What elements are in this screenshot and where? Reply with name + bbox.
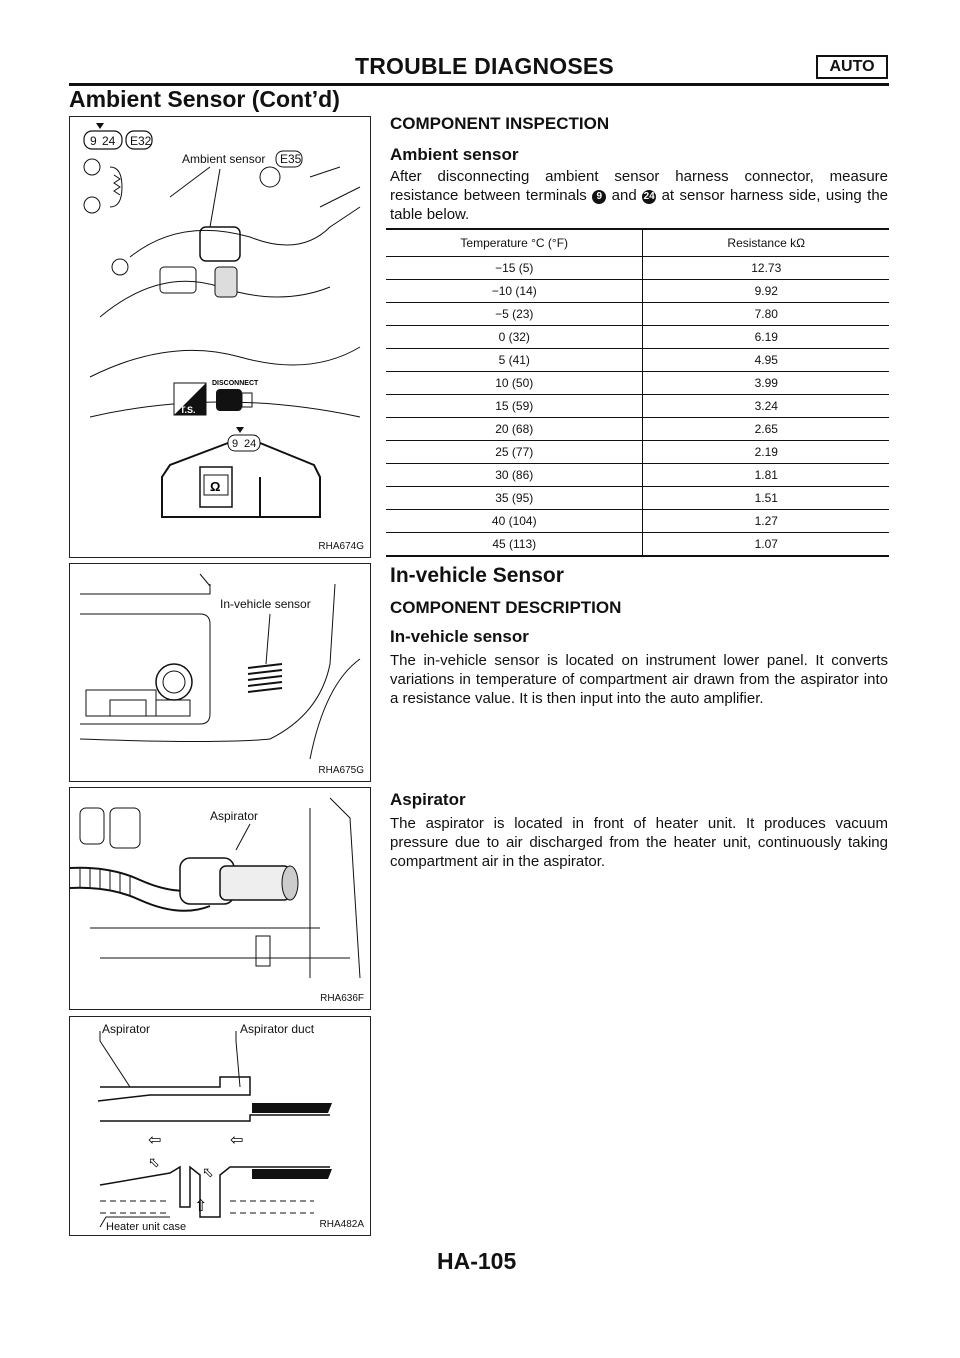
- terminal-24-label: 24: [102, 134, 116, 148]
- table-row: [386, 326, 889, 349]
- disconnect-icon: [216, 389, 242, 411]
- aspirator-label: Aspirator: [210, 809, 259, 823]
- svg-text:24: 24: [244, 438, 257, 450]
- resistance-cell: 1.51: [643, 487, 889, 510]
- temperature-cell: 45 (113): [386, 533, 643, 557]
- svg-text:⇦: ⇦: [148, 1132, 162, 1149]
- temperature-cell: 30 (86): [386, 464, 643, 487]
- table-row: [386, 349, 889, 372]
- figure-aspirator-diagram: [69, 1016, 371, 1236]
- resistance-cell: 6.19: [643, 326, 889, 349]
- svg-text:T.S.: T.S.: [180, 405, 196, 415]
- ambient-sensor-label: Ambient sensor: [182, 152, 266, 166]
- ambient-sensor-subheading: Ambient sensor: [390, 145, 519, 164]
- temperature-cell: 25 (77): [386, 441, 643, 464]
- resistance-table: [386, 228, 889, 557]
- figure-id: RHA675G: [318, 765, 364, 776]
- figure-in-vehicle-sensor: [69, 563, 371, 782]
- table-row: [386, 418, 889, 441]
- table-row: [386, 395, 889, 418]
- table-row: [386, 441, 889, 464]
- table-header-resistance: Resistance kΩ: [643, 229, 889, 257]
- table-row: [386, 303, 889, 326]
- resistance-cell: 3.99: [643, 372, 889, 395]
- svg-text:⬁: ⬁: [202, 1164, 214, 1180]
- resistance-cell: 1.27: [643, 510, 889, 533]
- page-subtitle: Ambient Sensor (Cont’d): [69, 86, 340, 112]
- resistance-cell: 4.95: [643, 349, 889, 372]
- temperature-cell: 5 (41): [386, 349, 643, 372]
- connector-e32-label: E32: [130, 134, 152, 148]
- table-header-temperature: Temperature °C (°F): [386, 229, 643, 257]
- in-vehicle-sensor-paragraph: The in-vehicle sensor is located on instrument lower panel. It converts variations in temperature of compartment air drawn from the aspirator into a resistance value. It is then input into the auto amplifier.: [390, 652, 888, 707]
- aspirator-heading: Aspirator: [390, 790, 466, 809]
- resistance-cell: 2.65: [643, 418, 889, 441]
- component-description-heading: COMPONENT DESCRIPTION: [390, 598, 622, 617]
- page-number: HA-105: [437, 1248, 517, 1274]
- aspirator-label: Aspirator: [102, 1022, 151, 1036]
- in-vehicle-sensor-illustration: [70, 564, 370, 781]
- component-inspection-heading: COMPONENT INSPECTION: [390, 114, 610, 133]
- auto-badge: AUTO: [816, 55, 888, 79]
- temperature-cell: −15 (5): [386, 257, 643, 280]
- resistance-cell: 12.73: [643, 257, 889, 280]
- resistance-cell: 7.80: [643, 303, 889, 326]
- figure-id: RHA636F: [320, 993, 364, 1004]
- resistance-cell: 3.24: [643, 395, 889, 418]
- inspection-paragraph: After disconnecting ambient sensor harness connector, measure resistance between terminals 9 and 24 at sensor harness side, using the table below.: [390, 168, 889, 223]
- temperature-cell: 15 (59): [386, 395, 643, 418]
- resistance-cell: 9.92: [643, 280, 889, 303]
- in-vehicle-sensor-subheading: In-vehicle sensor: [390, 627, 529, 646]
- temperature-cell: 20 (68): [386, 418, 643, 441]
- resistance-cell: 1.07: [643, 533, 889, 557]
- in-vehicle-sensor-label: In-vehicle sensor: [220, 597, 311, 611]
- figure-id: RHA482A: [319, 1219, 364, 1230]
- svg-text:⇧: ⇧: [194, 1198, 208, 1215]
- svg-text:DISCONNECT: DISCONNECT: [212, 380, 259, 387]
- figure-ambient-sensor: [69, 116, 371, 558]
- aspirator-duct-label: Aspirator duct: [240, 1022, 315, 1036]
- section-title: TROUBLE DIAGNOSES: [355, 53, 614, 79]
- aspirator-paragraph: The aspirator is located in front of heater unit. It produces vacuum pressure due to air discharged from the heater unit, continuously taking compartment air in the aspirator.: [390, 815, 888, 870]
- terminal-9-label: 9: [90, 134, 97, 148]
- aspirator-illustration: [70, 788, 370, 1009]
- svg-text:Ω: Ω: [210, 479, 221, 494]
- table-row: [386, 487, 889, 510]
- temperature-cell: −5 (23): [386, 303, 643, 326]
- terminal-9-marker: 9: [592, 190, 606, 204]
- svg-text:⬁: ⬁: [148, 1154, 160, 1170]
- connector-e35-label: E35: [280, 152, 302, 166]
- resistance-cell: 2.19: [643, 441, 889, 464]
- temperature-cell: 10 (50): [386, 372, 643, 395]
- table-row: [386, 533, 889, 557]
- temperature-cell: −10 (14): [386, 280, 643, 303]
- ambient-sensor-illustration: [70, 117, 370, 557]
- table-row: [386, 464, 889, 487]
- heater-unit-case-label: Heater unit case: [106, 1221, 187, 1233]
- aspirator-airflow-diagram: [70, 1017, 370, 1235]
- svg-text:9: 9: [232, 438, 239, 450]
- table-row: [386, 280, 889, 303]
- figure-aspirator: [69, 787, 371, 1010]
- temperature-cell: 35 (95): [386, 487, 643, 510]
- temperature-cell: 0 (32): [386, 326, 643, 349]
- in-vehicle-sensor-title: In-vehicle Sensor: [390, 564, 564, 587]
- svg-text:⇦: ⇦: [230, 1132, 244, 1149]
- resistance-cell: 1.81: [643, 464, 889, 487]
- temperature-cell: 40 (104): [386, 510, 643, 533]
- table-row: [386, 510, 889, 533]
- table-row: [386, 257, 889, 280]
- figure-id: RHA674G: [318, 541, 364, 552]
- terminal-24-marker: 24: [643, 191, 655, 202]
- table-row: [386, 372, 889, 395]
